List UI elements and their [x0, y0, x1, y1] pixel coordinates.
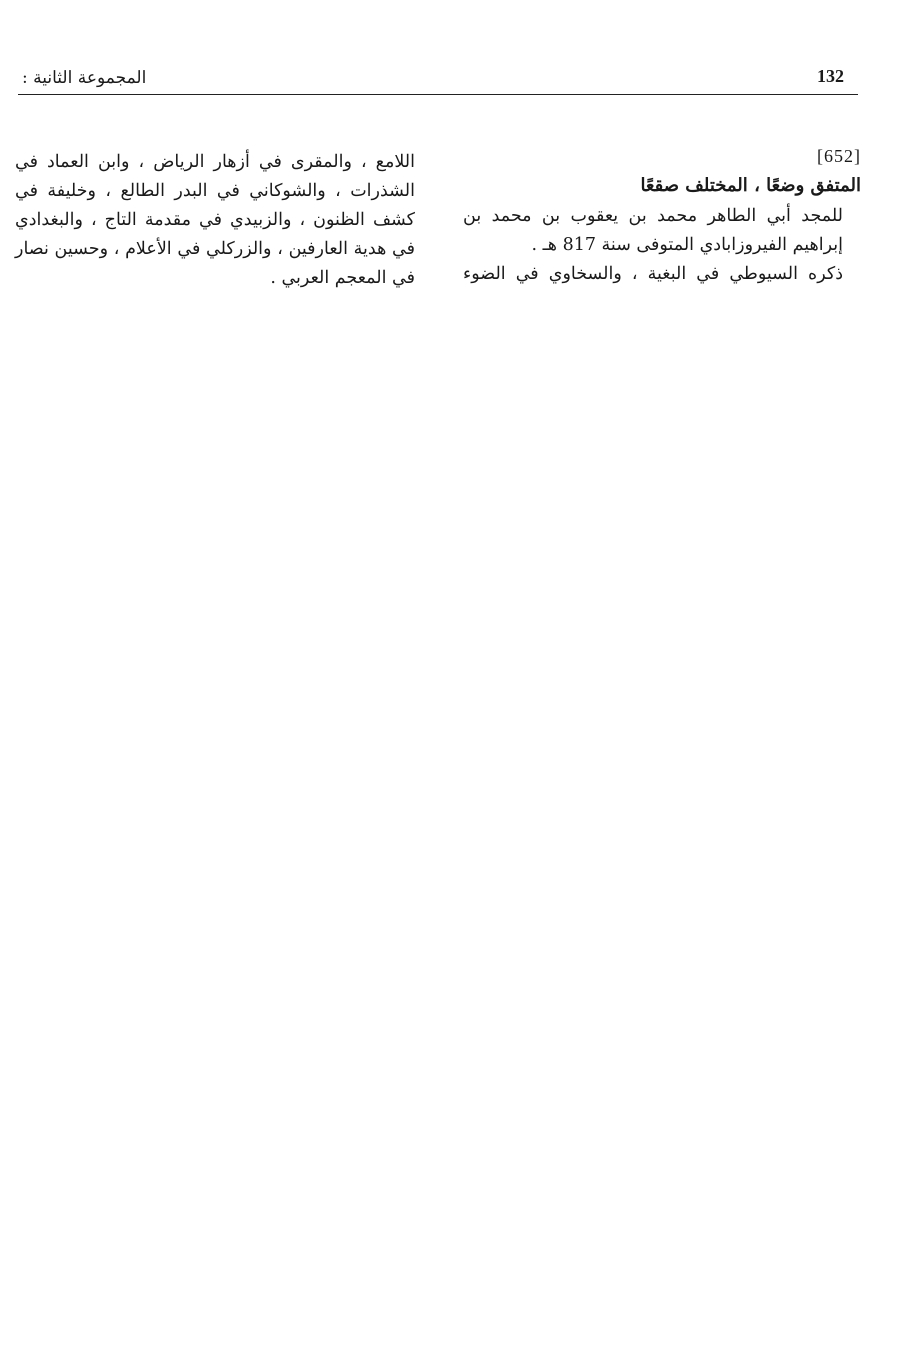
continuation-line: اللامع ، والمقرى في أزهار الرياض ، وابن العماد في: [15, 152, 415, 172]
sources-line: ذكره السيوطي في البغية ، والسخاوي في الضوء: [463, 264, 843, 284]
continuation-line: كشف الظنون ، والزبيدي في مقدمة التاج ، والبغدادي: [15, 210, 415, 230]
continuation-line: الشذرات ، والشوكاني في البدر الطالع ، وخليفة في: [15, 181, 415, 201]
continuation-line: في هدية العارفين ، والزركلي في الأعلام ، وحسين نصار: [15, 239, 415, 259]
running-head: المجموعة الثانية :: [22, 68, 147, 88]
page-number: 132: [817, 66, 844, 86]
header-rule: [18, 94, 858, 95]
author-line: للمجد أبي الطاهر محمد بن يعقوب بن محمد بن: [463, 206, 843, 226]
left-column: [15, 148, 415, 293]
entry-number: [652]: [817, 146, 861, 166]
right-column: [463, 142, 861, 289]
sources-paragraph: [463, 260, 861, 289]
author-paragraph: [463, 202, 861, 260]
author-line: إبراهيم الفيروزابادي المتوفى سنة 817 هـ .: [531, 235, 843, 255]
continuation-line: في المعجم العربي .: [270, 268, 415, 288]
entry-title: المتفق وضعًا ، المختلف صقعًا: [640, 175, 861, 196]
